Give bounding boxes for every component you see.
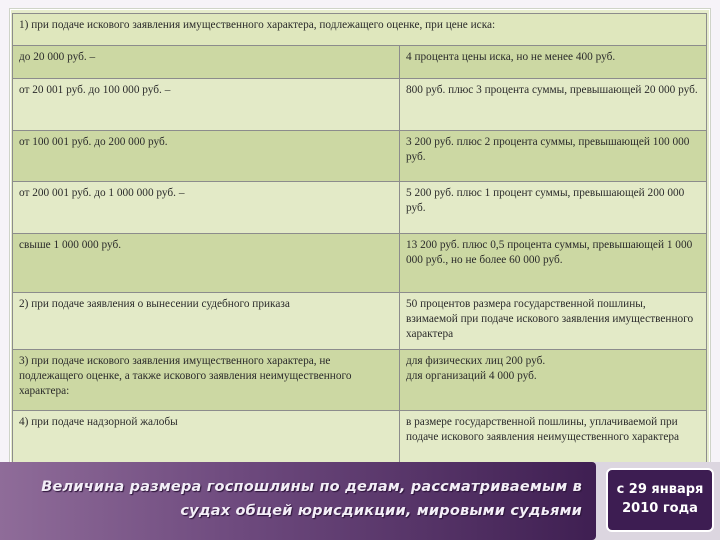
table-cell-condition: от 20 001 руб. до 100 000 руб. – [13, 79, 400, 131]
table-header-row [13, 14, 707, 46]
table-row [13, 46, 707, 79]
table-row [13, 234, 707, 293]
slide-title: Величина размера госпошлины по делам, рассматриваемым в судах общей юрисдикции, мировыми судьями [41, 479, 582, 519]
table-row [13, 79, 707, 131]
table-cell-condition: свыше 1 000 000 руб. [13, 234, 400, 293]
table-cell-condition: до 20 000 руб. – [13, 46, 400, 79]
table-row [13, 350, 707, 411]
table-cell-fee: 4 процента цены иска, но не менее 400 руб. [400, 46, 707, 79]
table-cell-fee: в размере государственной пошлины, уплачиваемой при подаче искового заявления неимущественного характера [400, 411, 707, 464]
table-cell-condition: 4) при подаче надзорной жалобы [13, 411, 400, 464]
table-cell-condition: 3) при подаче искового заявления имущественного характера, не подлежащего оценке, а также искового заявления неимущественного характера: [13, 350, 400, 411]
table-cell-condition: от 200 001 руб. до 1 000 000 руб. – [13, 182, 400, 234]
table-header: 1) при подаче искового заявления имущественного характера, подлежащего оценке, при цене иска: [13, 14, 707, 46]
table-cell-fee: для физических лиц 200 руб. для организаций 4 000 руб. [400, 350, 707, 411]
table-cell-fee: 800 руб. плюс 3 процента суммы, превышающей 20 000 руб. [400, 79, 707, 131]
table-cell-fee: 50 процентов размера государственной пошлины, взимаемой при подаче искового заявления имущественного характера [400, 293, 707, 350]
table-cell-fee: 3 200 руб. плюс 2 процента суммы, превышающей 100 000 руб. [400, 131, 707, 182]
table-row [13, 182, 707, 234]
fee-table [12, 13, 707, 464]
title-panel [0, 462, 596, 540]
table-row [13, 411, 707, 464]
table-cell-fee: 13 200 руб. плюс 0,5 процента суммы, превышающей 1 000 000 руб., но не более 60 000 руб. [400, 234, 707, 293]
table-cell-condition: 2) при подаче заявления о вынесении судебного приказа [13, 293, 400, 350]
table-cell-condition: от 100 001 руб. до 200 000 руб. [13, 131, 400, 182]
title-banner [0, 462, 720, 540]
table-cell-fee: 5 200 руб. плюс 1 процент суммы, превышающей 200 000 руб. [400, 182, 707, 234]
date-badge [606, 468, 714, 532]
table-row [13, 293, 707, 350]
table-row [13, 131, 707, 182]
date-label: с 29 января 2010 года [616, 482, 704, 516]
